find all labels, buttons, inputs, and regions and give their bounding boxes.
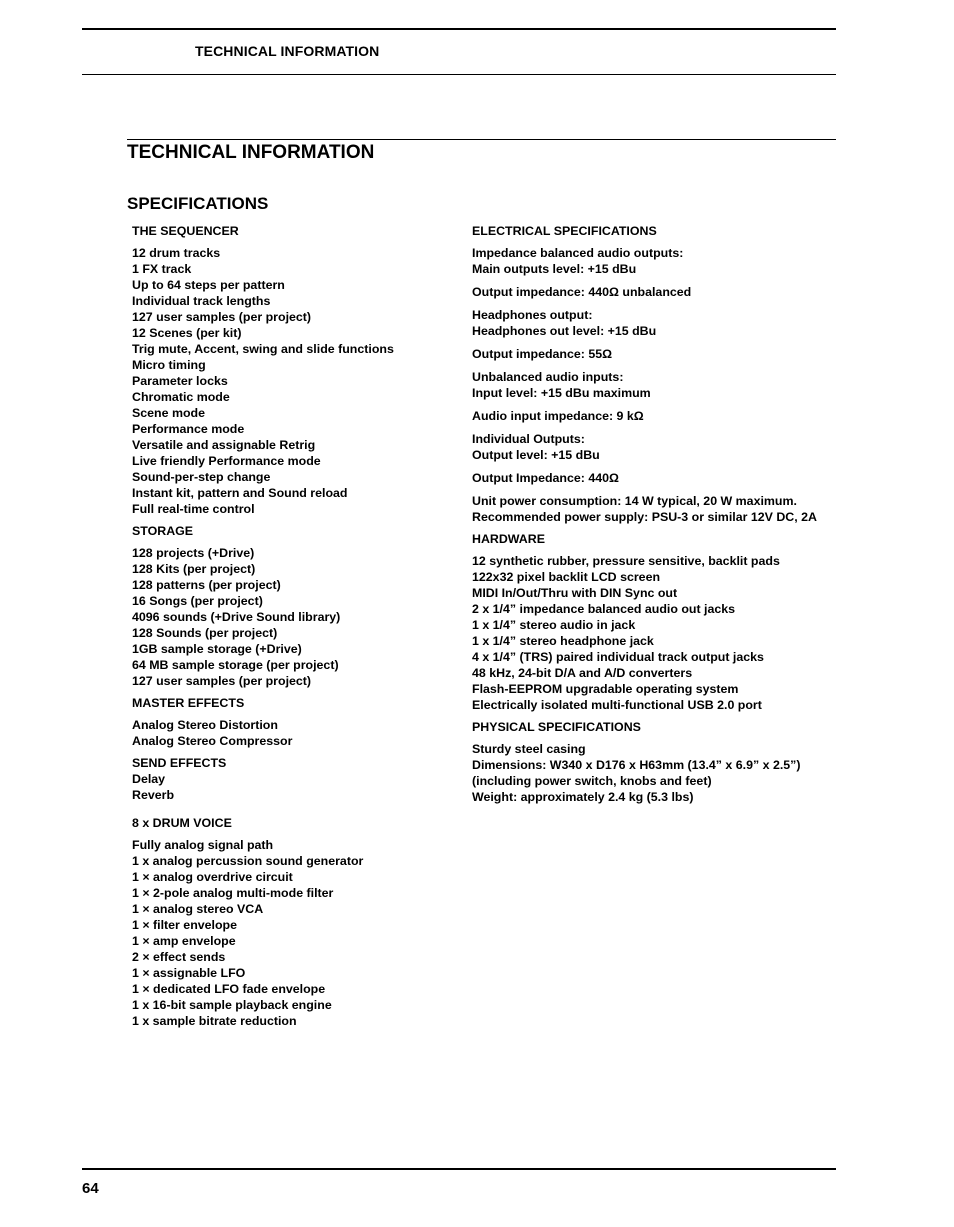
spec-line: Input level: +15 dBu maximum <box>472 386 651 400</box>
spec-line: MIDI In/Out/Thru with DIN Sync out <box>472 586 678 600</box>
spec-group <box>472 245 836 277</box>
spec-line: Output level: +15 dBu <box>472 448 600 462</box>
specifications-heading: SPECIFICATIONS <box>127 194 269 213</box>
hardware-list <box>472 553 836 713</box>
running-head: TECHNICAL INFORMATION <box>195 43 380 59</box>
spec-group <box>472 345 836 363</box>
spec-line: 1 × analog stereo VCA <box>132 902 264 916</box>
spec-line: 1GB sample storage (+Drive) <box>132 642 302 656</box>
header-top-rule <box>82 28 836 30</box>
storage-list <box>132 545 462 689</box>
spec-line: 1 × 2-pole analog multi-mode filter <box>132 886 334 900</box>
spec-line: 128 Sounds (per project) <box>132 626 278 640</box>
spec-line: Delay <box>132 772 166 786</box>
spec-line: Fully analog signal path <box>132 838 274 852</box>
spec-line: 16 Songs (per project) <box>132 594 263 608</box>
master-effects-list <box>132 717 462 749</box>
spec-line: Headphones output: <box>472 308 593 322</box>
spec-line: Main outputs level: +15 dBu <box>472 262 637 276</box>
spec-line: 2 × effect sends <box>132 950 226 964</box>
spec-line: Recommended power supply: PSU-3 or similar 12V DC, 2A <box>472 510 817 524</box>
right-column <box>472 223 836 811</box>
spec-group <box>472 407 836 425</box>
spec-line: 127 user samples (per project) <box>132 674 312 688</box>
hardware-heading: HARDWARE <box>472 532 545 546</box>
spec-line: Analog Stereo Compressor <box>132 734 293 748</box>
spec-line: 1 × filter envelope <box>132 918 238 932</box>
spec-line: Audio input impedance: 9 kΩ <box>472 409 644 423</box>
spec-line: 122x32 pixel backlit LCD screen <box>472 570 661 584</box>
spec-line: Flash-EEPROM upgradable operating system <box>472 682 739 696</box>
header-bottom-rule <box>82 74 836 75</box>
physical-list <box>472 741 836 805</box>
spec-line: Sturdy steel casing <box>472 742 586 756</box>
left-column <box>132 223 462 1035</box>
spec-line: 1 × dedicated LFO fade envelope <box>132 982 326 996</box>
spec-line: Individual Outputs: <box>472 432 585 446</box>
send-effects-list <box>132 771 462 803</box>
sequencer-heading: THE SEQUENCER <box>132 224 239 238</box>
spec-line: Chromatic mode <box>132 390 230 404</box>
footer-rule <box>82 1168 836 1170</box>
spec-line: 1 FX track <box>132 262 192 276</box>
spec-line: Performance mode <box>132 422 245 436</box>
drum-voice-list <box>132 837 462 1029</box>
spec-line: 48 kHz, 24-bit D/A and A/D converters <box>472 666 693 680</box>
spec-line: 127 user samples (per project) <box>132 310 312 324</box>
spec-line: Impedance balanced audio outputs: <box>472 246 684 260</box>
spec-group <box>472 469 836 487</box>
page-title: TECHNICAL INFORMATION <box>127 142 375 163</box>
spec-line: Instant kit, pattern and Sound reload <box>132 486 348 500</box>
drum-voice-heading: 8 x DRUM VOICE <box>132 816 232 830</box>
spec-line: 128 projects (+Drive) <box>132 546 255 560</box>
spec-line: 1 x 1/4” stereo headphone jack <box>472 634 654 648</box>
spec-line: Versatile and assignable Retrig <box>132 438 316 452</box>
spec-line: Scene mode <box>132 406 205 420</box>
spec-line: Live friendly Performance mode <box>132 454 321 468</box>
physical-heading: PHYSICAL SPECIFICATIONS <box>472 720 641 734</box>
spec-line: Individual track lengths <box>132 294 271 308</box>
spec-line: Trig mute, Accent, swing and slide functions <box>132 342 394 356</box>
spec-line: Headphones out level: +15 dBu <box>472 324 657 338</box>
spec-line: 1 × assignable LFO <box>132 966 246 980</box>
spec-line: Unit power consumption: 14 W typical, 20 W maximum. <box>472 494 797 508</box>
storage-heading: STORAGE <box>132 524 194 538</box>
page-number: 64 <box>82 1180 99 1197</box>
sequencer-list <box>132 245 462 517</box>
spec-line: 12 synthetic rubber, pressure sensitive, backlit pads <box>472 554 780 568</box>
spec-line: Output impedance: 55Ω <box>472 347 613 361</box>
spec-group <box>472 283 836 301</box>
spec-line: 1 x 1/4” stereo audio in jack <box>472 618 636 632</box>
spec-group <box>472 431 836 463</box>
spec-line: 4096 sounds (+Drive Sound library) <box>132 610 341 624</box>
spec-line: 1 x analog percussion sound generator <box>132 854 364 868</box>
spec-line: 1 × analog overdrive circuit <box>132 870 293 884</box>
spec-line: 1 x sample bitrate reduction <box>132 1014 297 1028</box>
spec-group <box>472 307 836 339</box>
electrical-groups <box>472 245 836 525</box>
spec-group <box>472 493 836 525</box>
spec-group <box>472 369 836 401</box>
spec-line: 4 x 1/4” (TRS) paired individual track output jacks <box>472 650 764 664</box>
spec-line: Unbalanced audio inputs: <box>472 370 624 384</box>
spec-line: 1 × amp envelope <box>132 934 236 948</box>
spec-line: 12 drum tracks <box>132 246 221 260</box>
section-rule <box>127 139 836 140</box>
spec-line: Output Impedance: 440Ω <box>472 471 619 485</box>
electrical-heading: ELECTRICAL SPECIFICATIONS <box>472 224 657 238</box>
spec-line: Sound-per-step change <box>132 470 271 484</box>
spec-line: Electrically isolated multi-functional USB 2.0 port <box>472 698 762 712</box>
spec-line: Parameter locks <box>132 374 228 388</box>
spec-line: Analog Stereo Distortion <box>132 718 278 732</box>
spec-line: Micro timing <box>132 358 206 372</box>
spec-line: Reverb <box>132 788 175 802</box>
spec-line: Output impedance: 440Ω unbalanced <box>472 285 692 299</box>
spec-line: 128 patterns (per project) <box>132 578 281 592</box>
spec-line: Full real-time control <box>132 502 255 516</box>
spec-line: 2 x 1/4” impedance balanced audio out jacks <box>472 602 736 616</box>
spec-line: Up to 64 steps per pattern <box>132 278 285 292</box>
spec-line: Weight: approximately 2.4 kg (5.3 lbs) <box>472 790 694 804</box>
spec-line: 128 Kits (per project) <box>132 562 256 576</box>
send-effects-heading: SEND EFFECTS <box>132 756 227 770</box>
master-effects-heading: MASTER EFFECTS <box>132 696 245 710</box>
spec-line: 64 MB sample storage (per project) <box>132 658 339 672</box>
spec-line: Dimensions: W340 x D176 x H63mm (13.4” x 6.9” x 2.5”) <box>472 758 801 772</box>
spec-line: 1 x 16-bit sample playback engine <box>132 998 332 1012</box>
spec-line: (including power switch, knobs and feet) <box>472 774 712 788</box>
spec-line: 12 Scenes (per kit) <box>132 326 242 340</box>
